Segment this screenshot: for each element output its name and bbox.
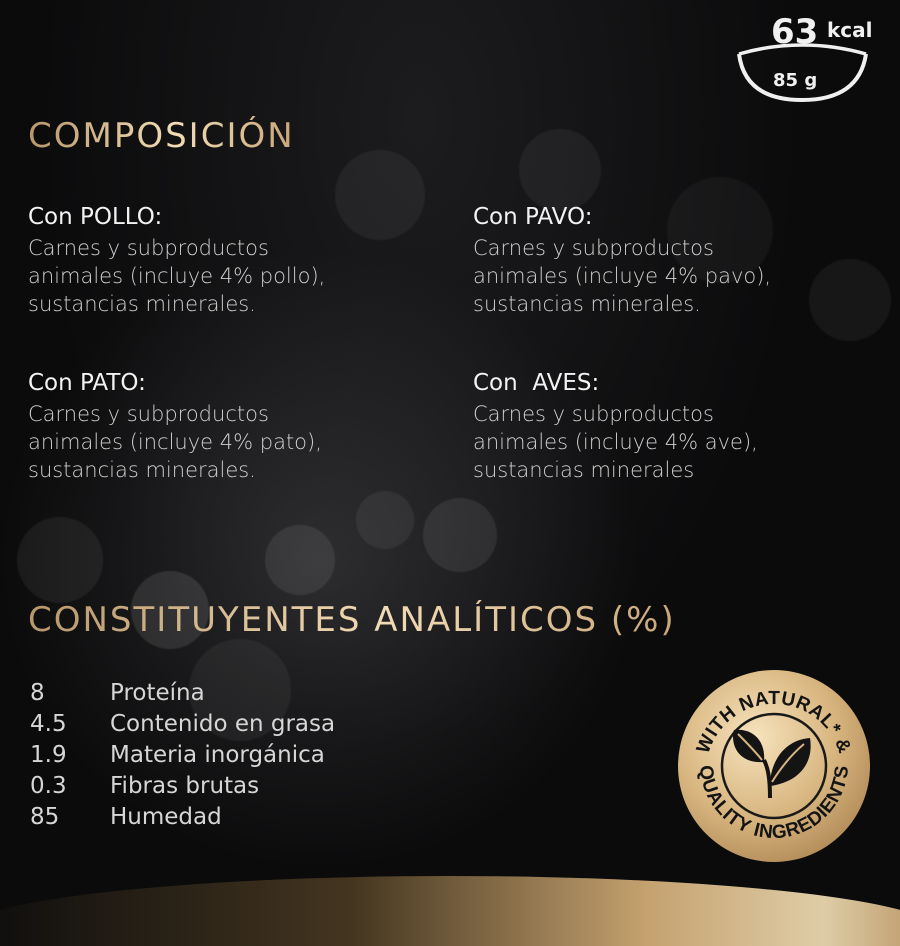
composition-heading: Con PAVO: xyxy=(473,204,593,230)
analytical-label: Materia inorgánica xyxy=(110,741,325,768)
analytical-title: CONSTITUYENTES ANALÍTICOS (%) xyxy=(28,600,676,640)
composition-title: COMPOSICIÓN xyxy=(28,116,295,156)
analytical-table xyxy=(30,677,335,832)
composition-line: animales (incluye 4% pavo), xyxy=(473,264,772,288)
analytical-value: 0.3 xyxy=(30,772,67,799)
composition-line: Carnes y subproductos xyxy=(473,236,714,260)
analytical-row xyxy=(30,708,335,739)
analytical-row xyxy=(30,739,335,770)
composition-heading: Con PATO: xyxy=(28,370,146,396)
analytical-value: 4.5 xyxy=(30,710,67,737)
analytical-row xyxy=(30,677,335,708)
seal-bottom-text: QUALITY INGREDIENTS xyxy=(694,764,854,844)
composition-body xyxy=(28,400,448,484)
analytical-value: 85 xyxy=(30,803,60,830)
composition-body xyxy=(473,234,893,318)
composition-body xyxy=(473,400,893,484)
composition-line: sustancias minerales xyxy=(473,458,695,482)
composition-line: animales (incluye 4% pollo), xyxy=(28,264,326,288)
composition-pato xyxy=(28,368,448,484)
analytical-label: Proteína xyxy=(110,679,205,706)
composition-line: sustancias minerales. xyxy=(473,292,701,316)
composition-line: sustancias minerales. xyxy=(28,458,256,482)
kcal-value: 63 xyxy=(771,12,819,52)
composition-line: Carnes y subproductos xyxy=(473,402,714,426)
analytical-row xyxy=(30,801,335,832)
composition-body xyxy=(28,234,448,318)
analytical-label: Fibras brutas xyxy=(110,772,260,799)
composition-aves xyxy=(473,368,893,484)
composition-line: animales (incluye 4% pato), xyxy=(28,430,322,454)
analytical-label: Contenido en grasa xyxy=(110,710,336,737)
analytical-value: 1.9 xyxy=(30,741,67,768)
seal-top-text: WITH NATURAL* & xyxy=(692,687,856,757)
composition-pavo xyxy=(473,202,893,318)
analytical-row xyxy=(30,770,335,801)
composition-line: animales (incluye 4% ave), xyxy=(473,430,758,454)
composition-line: sustancias minerales. xyxy=(28,292,256,316)
kcal-unit: kcal xyxy=(827,18,873,42)
analytical-value: 8 xyxy=(30,679,45,706)
quality-seal xyxy=(676,668,872,864)
composition-heading: Con AVES: xyxy=(473,370,600,396)
energy-badge xyxy=(735,8,875,103)
analytical-label: Humedad xyxy=(110,803,222,830)
composition-line: Carnes y subproductos xyxy=(28,402,269,426)
composition-heading: Con POLLO: xyxy=(28,204,163,230)
composition-line: Carnes y subproductos xyxy=(28,236,269,260)
composition-pollo xyxy=(28,202,448,318)
portion-size: 85 g xyxy=(773,70,818,91)
